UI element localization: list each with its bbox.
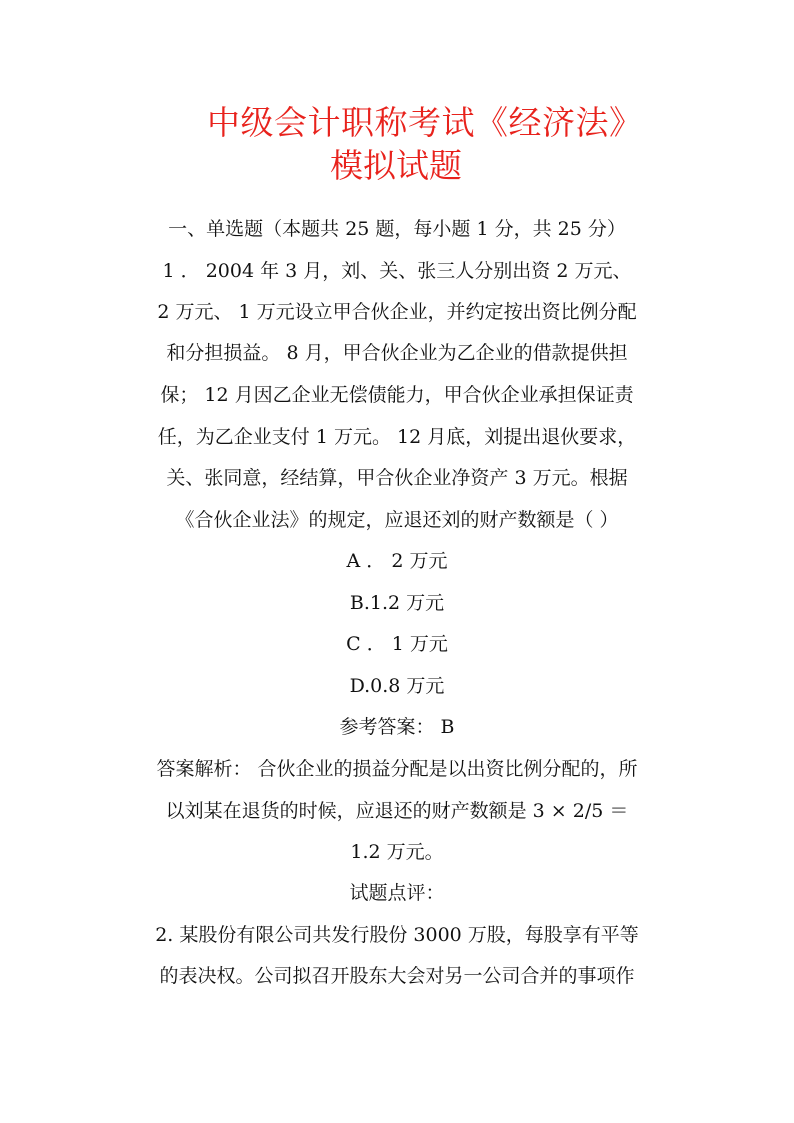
question-1-line-2: 2 万元、 1 万元设立甲合伙企业，并约定按出资比例分配 [157, 301, 637, 323]
explanation-line-2: 以刘某在退货的时候，应退还的财产数额是 3 × 2/5 ＝ [165, 800, 629, 822]
reference-answer: 参考答案： B [339, 716, 455, 738]
question-comment-label: 试题点评： [349, 882, 445, 904]
question-1-line-4: 保； 12 月因乙企业无偿债能力，甲合伙企业承担保证责 [160, 384, 634, 406]
question-1-line-3: 和分担损益。 8 月，甲合伙企业为乙企业的借款提供担 [166, 342, 628, 364]
question-1-line-7: 《合伙企业法》的规定，应退还刘的财产数额是（ ） [175, 509, 619, 531]
question-1-line-5: 任，为乙企业支付 1 万元。 12 月底，刘提出退伙要求， [157, 426, 637, 448]
section-header: 一、单选题（本题共 25 题，每小题 1 分，共 25 分） [168, 218, 626, 240]
question-1-line-6: 关、张同意，经结算，甲合伙企业净资产 3 万元。根据 [166, 467, 628, 489]
question-2-line-2: 的表决权。公司拟召开股东大会对另一公司合并的事项作 [159, 965, 635, 987]
question-2-line-1: 2. 某股份有限公司共发行股份 3000 万股，每股享有平等 [155, 924, 639, 946]
question-1-line-1: 1 ． 2004 年 3 月，刘、关、张三人分别出资 2 万元、 [162, 260, 632, 282]
option-a: A ． 2 万元 [346, 550, 448, 572]
document-title-line-2: 模拟试题 [330, 146, 462, 185]
option-c: C ． 1 万元 [346, 633, 448, 655]
explanation-line-3: 1.2 万元。 [350, 841, 444, 863]
document-title-line-1: 中级会计职称考试《经济法》 [207, 103, 643, 142]
explanation-line-1: 答案解析： 合伙企业的损益分配是以出资比例分配的，所 [156, 758, 638, 780]
option-b: B.1.2 万元 [349, 592, 445, 614]
option-d: D.0.8 万元 [349, 675, 445, 697]
